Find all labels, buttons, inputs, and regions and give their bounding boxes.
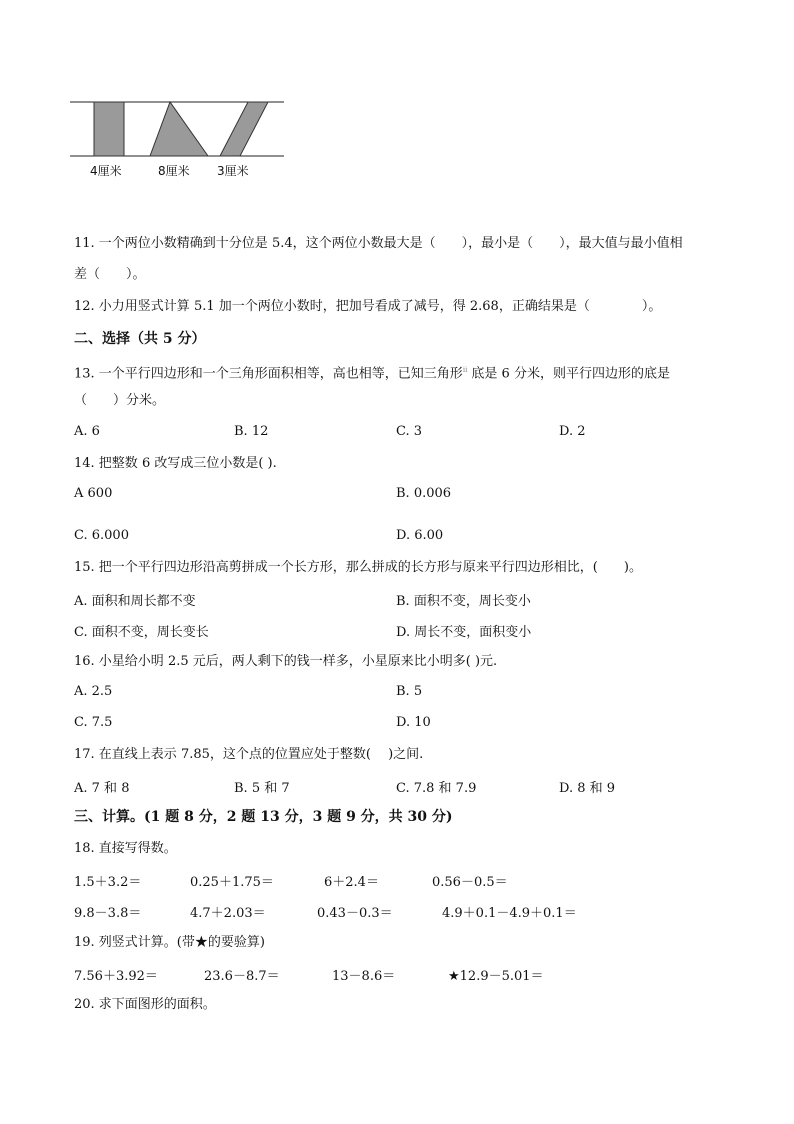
q15-option-c[interactable]: C. 面积不变，周长变长 [74,625,209,640]
question-13-line2: （ ）分米。 [74,393,166,408]
figure-label-2: 8厘米 [158,164,190,178]
q15-option-d[interactable]: D. 周长不变，面积变小 [396,625,532,640]
q16-option-d[interactable]: D. 10 [396,715,431,730]
question-13-text-a: 13. 一个平行四边形和一个三角形面积相等，高也相等，已知三角形 [74,366,463,382]
q14-option-c[interactable]: C. 6.000 [74,528,129,543]
section-2-heading: 二、选择（共 5 分） [74,331,206,347]
q13-option-c[interactable]: C. 3 [396,424,423,439]
q19-c4: ★12.9－5.01＝ [448,969,544,984]
question-13-text-b: 底是 6 分米，则平行四边形的底是 [467,366,670,382]
question-20: 20. 求下面图形的面积。 [74,997,216,1012]
q16-option-c[interactable]: C. 7.5 [74,715,113,730]
q16-option-b[interactable]: B. 5 [396,684,423,699]
q17-option-b[interactable]: B. 5 和 7 [234,781,290,796]
parallel-lines-figure [70,95,290,165]
question-12: 12. 小力用竖式计算 5.1 加一个两位小数时，把加号看成了减号，得 2.68，正确结果是（ ）。 [74,299,662,314]
q17-option-a[interactable]: A. 7 和 8 [74,781,130,796]
q13-option-a[interactable]: A. 6 [74,424,100,439]
q15-option-a[interactable]: A. 面积和周长都不变 [74,594,196,609]
triangle-shape [150,102,208,156]
figure-label-1: 4厘米 [90,164,122,178]
q13-option-b[interactable]: B. 12 [234,424,269,439]
figure-label-3: 3厘米 [217,164,249,178]
question-17: 17. 在直线上表示 7.85，这个点的位置应处于整数( )之间. [74,747,424,762]
question-14: 14. 把整数 6 改写成三位小数是( ). [74,456,277,471]
parallelogram-shape [220,102,268,156]
q13-option-d[interactable]: D. 2 [559,424,586,439]
q18-r1-c3: 6＋2.4＝ [324,875,379,890]
q18-r2-c3: 0.43－0.3＝ [317,906,393,921]
question-18: 18. 直接写得数。 [74,841,177,856]
q18-r1-c2: 0.25＋1.75＝ [190,875,274,890]
q17-option-c[interactable]: C. 7.8 和 7.9 [396,781,477,796]
q16-option-a[interactable]: A. 2.5 [74,684,113,699]
q19-c2: 23.6－8.7＝ [204,969,280,984]
q17-option-d[interactable]: D. 8 和 9 [559,781,616,796]
question-16: 16. 小星给小明 2.5 元后，两人剩下的钱一样多，小星原来比小明多( )元. [74,654,498,669]
q19-c3: 13－8.6＝ [332,969,396,984]
q18-r2-c4: 4.9＋0.1－4.9＋0.1＝ [442,906,577,921]
q19-c1: 7.56＋3.92＝ [74,969,158,984]
question-13-line1 [74,361,670,383]
question-11-line1: 11. 一个两位小数精确到十分位是 5.4，这个两位小数最大是（ ），最小是（ ），最大值与最小值相 [74,236,683,251]
question-15: 15. 把一个平行四边形沿高剪拼成一个长方形，那么拼成的长方形与原来平行四边形相比，( )。 [74,560,642,575]
q14-option-b[interactable]: B. 0.006 [396,486,452,501]
q14-option-a[interactable]: A 600 [74,486,113,501]
q18-r1-c4: 0.56－0.5＝ [432,875,508,890]
question-13-mark: ⅱ [462,366,468,374]
q14-option-d[interactable]: D. 6.00 [396,528,444,543]
q15-option-b[interactable]: B. 面积不变，周长变小 [396,594,531,609]
q18-r1-c1: 1.5＋3.2＝ [74,875,142,890]
section-3-heading: 三、计算。(1 题 8 分，2 题 13 分，3 题 9 分，共 30 分) [74,809,453,825]
question-19: 19. 列竖式计算。(带★的要验算) [74,935,265,950]
q18-r2-c2: 4.7＋2.03＝ [190,906,266,921]
q18-r2-c1: 9.8－3.8＝ [74,906,142,921]
question-11-line2: 差（ ）。 [74,267,146,282]
rectangle-shape [94,102,124,156]
